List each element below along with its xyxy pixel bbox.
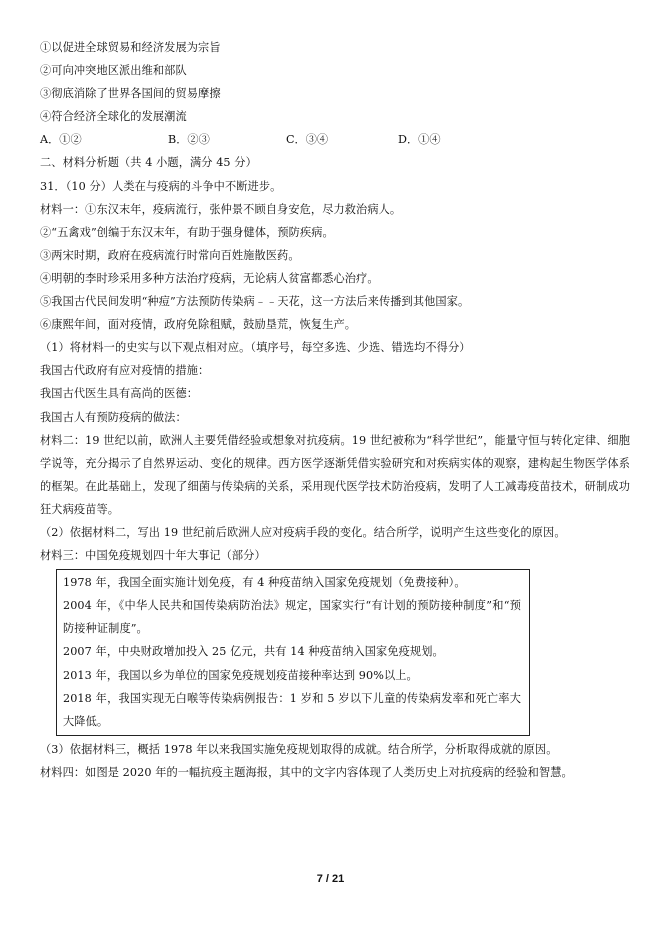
question-1-blank: 我国古代政府有应对疫情的措施： [40,364,210,378]
answer-choices [40,128,630,151]
timeline-item: 1978 年，我国全面实施计划免疫，有 4 种疫苗纳入国家免疫规划（免费接种）。 [63,576,466,590]
options-list [40,36,630,128]
timeline-item: 2013 年，我国以乡为单位的国家免疫规划疫苗接种率达到 90%以上。 [63,668,418,682]
timeline-item: 2007 年，中央财政增加投入 25 亿元，共有 14 种疫苗纳入国家免疫规划。 [63,645,444,659]
timeline-item: 2018 年，我国实现无白喉等传染病例报告：1 岁和 5 岁以下儿童的传染病发率和死亡率大大降低。 [63,691,521,728]
choice-d: D．①④ [398,133,441,147]
option-item: ③彻底消除了世界各国间的贸易摩擦 [40,87,221,101]
question-intro: 31．（10 分）人类在与疫病的斗争中不断进步。 [40,179,282,193]
page-content [40,36,630,784]
timeline-item: 2004 年，《中华人民共和国传染病防治法》规定，国家实行“有计划的预防接种制度”和“预防接种证制度”。 [63,599,521,636]
material-one-line: ⑥康熙年间，面对疫情，政府免除租赋，鼓励垦荒，恢复生产。 [40,318,357,332]
question-3: （3）依据材料三，概括 1978 年以来我国实施免疫规划取得的成就。结合所学，分析取得成就的原因。 [40,742,558,756]
question-2: （2）依据材料二，写出 19 世纪前后欧洲人应对疫病手段的变化。结合所学，说明产生这些变化的原因。 [40,525,566,539]
material-one [40,198,630,337]
question-1-blank: 我国古代医生具有高尚的医德： [40,387,199,401]
option-item: ②可向冲突地区派出维和部队 [40,64,187,78]
page-number: 7 / 21 [316,873,345,885]
material-one-line: ③两宋时期，政府在疫病流行时常向百姓施散医药。 [40,248,300,262]
material-three-box [56,569,530,736]
option-item: ①以促进全球贸易和经济发展为宗旨 [40,41,221,54]
choice-c: C．③④ [286,133,329,147]
choice-a: A．①② [40,133,82,147]
choice-b: B．②③ [168,133,210,147]
material-three-title: 材料三：中国免疫规划四十年大事记（部分） [40,549,266,563]
material-one-line: ④明朝的李时珍采用多种方法治疗疫病，无论病人贫富都悉心治疗。 [40,271,379,285]
material-one-line: ②“五禽戏”创编于东汉末年，有助于强身健体，预防疾病。 [40,225,334,239]
question-1-blank: 我国古人有预防疫病的做法： [40,410,187,424]
question-1: （1）将材料一的史实与以下观点相对应。（填序号，每空多选、少选、错选均不得分） [40,341,471,355]
section-heading: 二、材料分析题（共 4 小题，满分 45 分） [40,156,257,170]
material-one-line: 材料一：①东汉末年，疫病流行，张仲景不顾自身安危，尽力救治病人。 [40,202,402,216]
material-one-line: ⑤我国古代民间发明“种痘”方法预防传染病﹣﹣天花，这一方法后来传播到其他国家。 [40,295,470,309]
material-four: 材料四：如图是 2020 年的一幅抗疫主题海报，其中的文字内容体现了人类历史上对抗疫病的经验和智慧。 [40,765,573,779]
option-item: ④符合经济全球化的发展潮流 [40,110,187,124]
material-two: 材料二：19 世纪以前，欧洲人主要凭借经验或想象对抗疫病。19 世纪被称为“科学世纪”，能量守恒与转化定律、细胞学说等，充分揭示了自然界运动、变化的规律。西方医学逐渐凭借实验研究和对疾病实体的观察，建构起生物医学体系的框架。在此基础上，发现了细菌与传染病的关系，采用现代医学技术防治疫病，发明了人工减毒疫苗技术，研制成功狂犬病疫苗等。 [40,433,630,516]
